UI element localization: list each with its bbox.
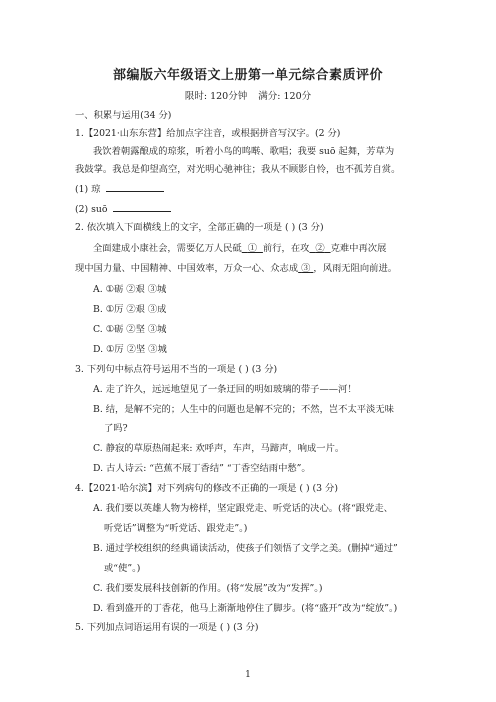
q4-option-a-cont: 听党话”调整为“听党话、跟党走”。) xyxy=(104,523,248,534)
q1-answer-2-label: (2) suō xyxy=(75,204,108,215)
q2-option-c: C. ①砺 ②坚 ③城 xyxy=(93,324,167,335)
blank-1: ① xyxy=(247,243,257,254)
q2-option-d: D. ①厉 ②坚 ③城 xyxy=(93,344,167,355)
q2-option-a: A. ①砺 ②艰 ③城 xyxy=(93,284,167,295)
page-title: 部编版六年级语文上册第一单元综合素质评价 xyxy=(112,68,383,83)
q1-answer-2 xyxy=(75,202,171,216)
q4-option-b-cont: 或“使”。) xyxy=(104,563,141,574)
q1-answer-1-label: (1) 琼 xyxy=(75,184,101,195)
q2-stem: 2. 依次填入下面横线上的文字，全部正确的一项是 ( ) (3 分) xyxy=(75,222,324,233)
q3-stem: 3. 下列句中标点符号运用不当的一项是 ( ) (3 分) xyxy=(75,364,278,375)
q1-answer-1 xyxy=(75,182,164,196)
q1-passage-line2: 我鼓掌。我总是仰望高空，对光明心驰神往；我从不顾影自怜，也不孤芳自赏。 xyxy=(75,164,401,175)
answer-blank[interactable] xyxy=(113,202,171,212)
q2-option-b: B. ①厉 ②艰 ③成 xyxy=(93,304,167,315)
q4-stem: 4.【2021·哈尔滨】对下列病句的修改不正确的一项是 ( ) (3 分) xyxy=(75,483,338,494)
time-limit: 限时: 120分钟 xyxy=(184,91,248,102)
section-heading: 一、积累与运用(34 分) xyxy=(75,110,172,121)
q3-option-d: D. 古人诗云: “芭蕉不展丁香结” “丁香空结雨中愁”。 xyxy=(93,463,311,474)
q3-option-b: B. 结，是解不完的；人生中的问题也是解不完的；不然，岂不太平淡无味 xyxy=(93,404,394,415)
q2-passage-line2: 现中国力量、中国精神、中国效率，万众一心、众志成 ③ ，风雨无阻向前进。 xyxy=(75,263,398,274)
q4-option-c: C. 我们要发展科技创新的作用。(将“发展”改为“发挥”。) xyxy=(93,583,323,594)
q1-passage-line1: 我饮着朝露酿成的琼浆，听着小鸟的鸣啭、歌唱；我要 suō 起舞，芳草为 xyxy=(93,146,395,157)
q4-option-d: D. 看到盛开的丁香花，他马上渐渐地停住了脚步。(将“盛开”改为“绽放”。) xyxy=(93,603,398,614)
page-number: 1 xyxy=(245,670,251,680)
q2-passage-line1: 全面建成小康社会，需要亿万人民砥 ① 前行，在攻 ② 克难中再次展 xyxy=(93,243,387,254)
q3-option-a: A. 走了许久，远远地望见了一条迂回的明如玻璃的带子——河！ xyxy=(93,384,357,395)
full-score: 满分: 120分 xyxy=(258,91,312,102)
q3-option-c: C. 静寂的草原热闹起来: 欢呼声，车声，马蹄声，响成一片。 xyxy=(93,443,345,454)
blank-2: ② xyxy=(315,243,325,254)
exam-meta xyxy=(0,88,496,102)
blank-3: ③ xyxy=(301,263,311,274)
q1-stem: 1.【2021·山东东营】给加点字注音，或根据拼音写汉字。(2 分) xyxy=(75,128,341,139)
q5-stem: 5. 下列加点词语运用有误的一项是 ( ) (3 分) xyxy=(75,622,259,633)
q4-option-a: A. 我们要以英雄人物为榜样，坚定跟党走、听党话的决心。(将“跟党走、 xyxy=(93,503,393,514)
q3-option-b-cont: 了吗? xyxy=(104,423,128,434)
answer-blank[interactable] xyxy=(106,182,164,192)
q4-option-b: B. 通过学校组织的经典诵读活动，使孩子们领悟了文学之美。(删掉“通过” xyxy=(93,543,398,554)
